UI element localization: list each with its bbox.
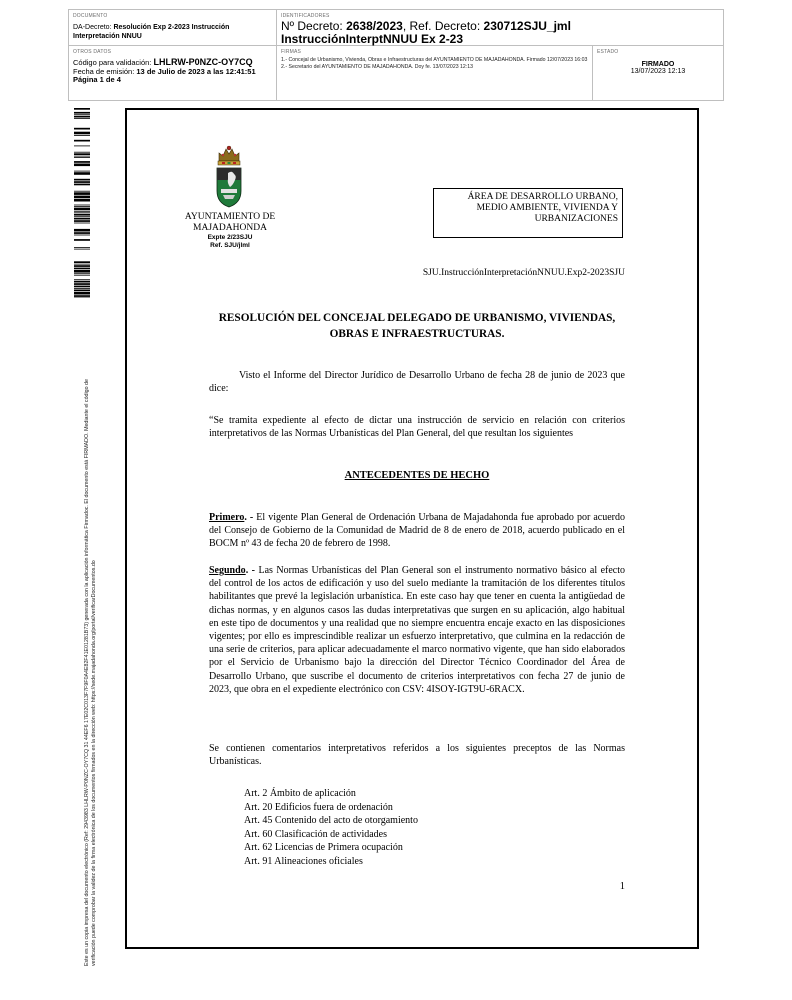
comentarios-paragraph: Se contienen comentarios interpretativos referidos a los siguientes preceptos de las Normas Urbanísticas. [209, 743, 625, 768]
ayuntamiento-name: AYUNTAMIENTO DE MAJADAHONDA [184, 212, 276, 233]
documento-cell [69, 10, 277, 46]
estado-caption: ESTADO [597, 49, 619, 55]
firma-2: 2.- Secretario del AYUNTAMIENTO DE MAJADAHONDA. Doy fe. 13/07/2023 12:13 [281, 63, 474, 70]
firmas-caption: FIRMAS [281, 49, 302, 55]
coat-of-arms-icon [215, 143, 243, 209]
expediente-reference: Expte 2/23SJU Ref. SJU/jlml [207, 234, 253, 249]
estado-date: 13/07/2023 12:13 [630, 68, 686, 75]
document-reference: SJU.InstrucciónInterpretaciónNNUU.Exp2-2023SJU [422, 268, 625, 278]
otros-caption: OTROS DATOS [73, 49, 112, 55]
documento-caption: DOCUMENTO [73, 13, 108, 19]
otros-datos-cell [69, 46, 277, 100]
estado-value: FIRMADO [641, 61, 675, 68]
paragraph-primero: Primero. - El vigente Plan General de Ordenación Urbana de Majadahonda fue aprobado por acuerdo del Consejo de Gobierno de la Comunidad de Madrid de 8 de enero de 2018, acuerdo publicado en el BOCM nº 43 de fecha 20 de febrero de 1998. [209, 512, 625, 550]
verification-side-text [84, 301, 98, 966]
list-item: Art. 91 Alineaciones oficiales [244, 855, 363, 867]
decreto-subject: InstrucciónInterptNNUU Ex 2-23 [281, 32, 464, 46]
firma-1: 1.- Concejal de Urbanismo, Vivienda, Obras e Infraestructuras del AYUNTAMIENTO DE MAJADAHONDA. Firmado 12/07/2023 16:03 [281, 57, 588, 63]
document-page [125, 108, 699, 949]
list-item: Art. 60 Clasificación de actividades [244, 828, 388, 840]
area-box: ÁREA DE DESARROLLO URBANO, MEDIO AMBIENTE, VIVIENDA Y URBANIZACIONES [433, 188, 623, 238]
page-number: 1 [619, 881, 625, 892]
list-item: Art. 2 Ámbito de aplicación [244, 788, 356, 799]
validation-code: Código para validación: LHLRW-P0NZC-OY7CQ [73, 57, 253, 67]
firmas-cell [277, 46, 593, 100]
section-title: ANTECEDENTES DE HECHO [344, 470, 490, 481]
documento-value: DA-Decreto: Resolución Exp 2-2023 Instrucción Interpretación NNUU [73, 24, 230, 40]
articles-list [244, 787, 544, 868]
barcode-icon [74, 108, 90, 298]
list-item: Art. 20 Edificios fuera de ordenación [244, 801, 393, 813]
verification-line-1: Este es un copia impresa del documento electrónico (Ref: 2943983 LHLRW-P0NZC-OY7CQ 31 44EF6 17E02C013F7F9F0A4E82F41E01281B73) generada con la aplicación informática Firmadoc. El documento está FIRMADO. Mediante el código de [84, 379, 90, 966]
intro-paragraph: Visto el Informe del Director Jurídico de Desarrollo Urbano de fecha 28 de junio de 2023 que dice: [209, 370, 625, 395]
page-count: Página 1 de 4 [73, 75, 121, 84]
decreto-number-line: Nº Decreto: 2638/2023, Ref. Decreto: 230712SJU_jml [281, 19, 571, 33]
emission-date: Fecha de emisión: 13 de Julio de 2023 a las 12:41:51 [73, 66, 256, 76]
list-item: Art. 62 Licencias de Primera ocupación [244, 842, 403, 853]
quote-paragraph: “Se tramita expediente al efecto de dictar una instrucción de servicio en relación con criterios interpretativos de las Normas Urbanísticas del Plan General, del que resultan los siguientes [209, 415, 625, 440]
resolution-title: RESOLUCIÓN DEL CONCEJAL DELEGADO DE URBANISMO, VIVIENDAS, OBRAS E INFRAESTRUCTURAS. [218, 312, 616, 340]
paragraph-segundo: Segundo. - Las Normas Urbanísticas del Plan General son el instrumento normativo básico al efecto del control de los actos de edificación y uso del suelo mediante la tramitación de los diferentes títulos habilitantes que prevé la legislación urbanística. En este caso hay que tener en cuenta la antigüedad de dichas normas, y en algunos casos las dudas interpretativas que surgen en su aplicación, algo habitual en este tipo de documentos y una realidad que no siempre encuentra encaje exacto en las disposiciones vigentes; por ello es imprescindible realizar un esfuerzo interpretativo, que culmina en la redacción de una serie de criterios, para aplicar adecuadamente el marco normativo vigente, que han sido elaborados por el Servicio de Urbanismo bajo la dirección del Director Técnico Coordinador del Área de Desarrollo Urbano, que suscribe el documento de criterios interpretativos con fecha 27 de junio de 2023, que obra en el expediente electrónico con CSV: 4ISOY-IGT9U-6RACX. [209, 565, 625, 695]
list-item: Art. 45 Contenido del acto de otorgamiento [244, 815, 418, 826]
document-metadata-header [68, 9, 724, 101]
identificadores-caption: IDENTIFICADORES [281, 13, 330, 19]
identificadores-cell [277, 10, 723, 46]
verification-line-2: verificación puede comprobar la validez de la firma electrónica de los documentos firmados en la dirección web: https://sede.majadahonda.org/portal/verificarDocumentos.do [91, 560, 97, 966]
estado-cell [593, 46, 723, 100]
